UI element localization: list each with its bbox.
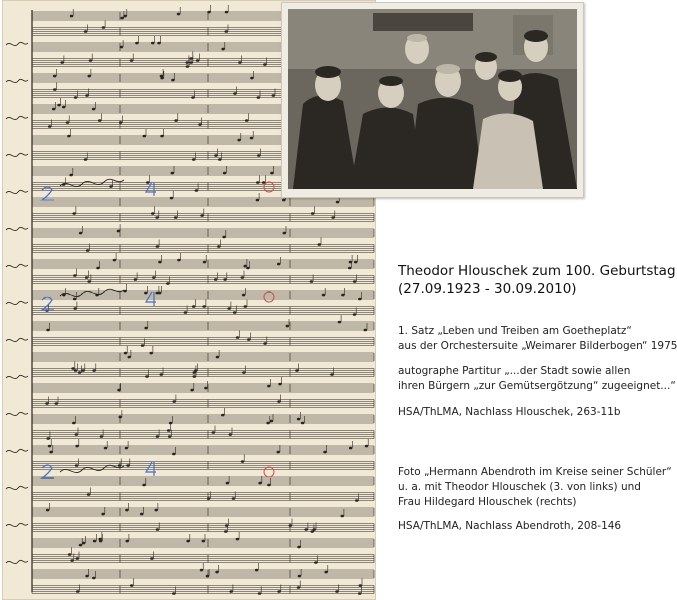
score-caption-line-2: aus der Orchestersuite „Weimarer Bilderbogen“ 1975 — [398, 340, 677, 352]
score-caption-line-4: ihren Bürgern „zur Gemütsergötzung“ zugeeignet...“ — [398, 380, 676, 392]
score-caption-line-1: 1. Satz „Leben und Treiben am Goetheplatz“ — [398, 325, 632, 337]
group-photograph — [281, 2, 584, 198]
score-source: HSA/ThLMA, Nachlass Hlouschek, 263-11b — [398, 406, 621, 418]
score-caption-line-3: autographe Partitur „...der Stadt sowie allen — [398, 365, 631, 377]
photo-caption-line-1: Foto „Hermann Abendroth im Kreise seiner Schüler“ — [398, 466, 672, 478]
photo-caption-line-3: Frau Hildegard Hlouschek (rechts) — [398, 496, 577, 508]
photo-drawing — [288, 9, 577, 189]
photo-source: HSA/ThLMA, Nachlass Abendroth, 208-146 — [398, 520, 622, 532]
photo-caption-line-2: u. a. mit Theodor Hlouschek (3. von links) und — [398, 481, 641, 493]
heading-line-1: Theodor Hlouschek zum 100. Geburtstag — [398, 263, 676, 279]
heading-line-2: (27.09.1923 - 30.09.2010) — [398, 281, 577, 297]
